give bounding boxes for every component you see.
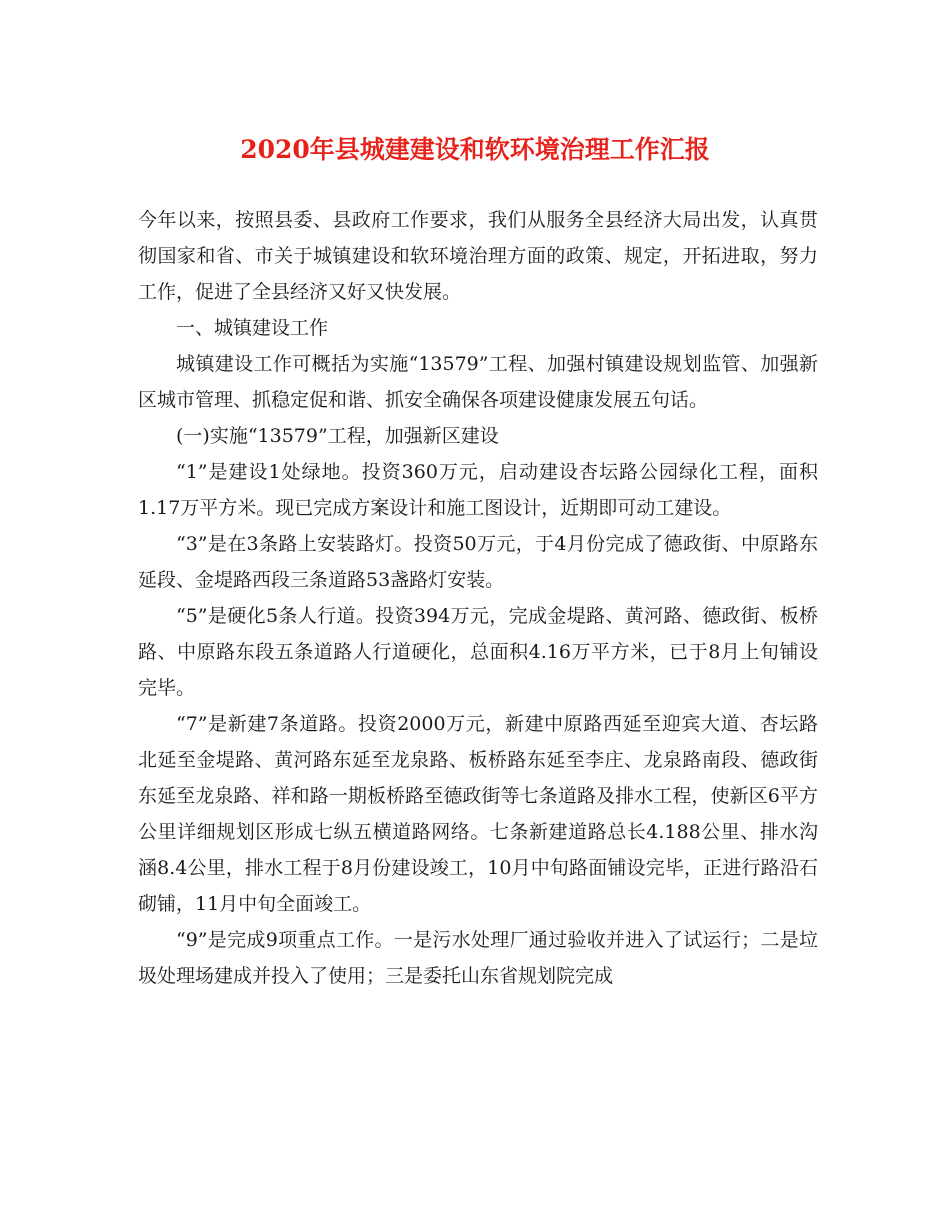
body-paragraph: “9”是完成9项重点工作。一是污水处理厂通过验收并进入了试运行；二是垃圾处理场建成并投入了使用；三是委托山东省规划院完成 [138, 929, 818, 987]
body-paragraph: “3”是在3条路上安装路灯。投资50万元，于4月份完成了德政街、中原路东延段、金堤路西段三条道路53盏路灯安装。 [138, 533, 818, 591]
body-paragraph: 城镇建设工作可概括为实施“13579”工程、加强村镇建设规划监管、加强新区城市管理、抓稳定促和谐、抓安全确保各项建设健康发展五句话。 [138, 353, 818, 411]
body-paragraph: 今年以来，按照县委、县政府工作要求，我们从服务全县经济大局出发，认真贯彻国家和省、市关于城镇建设和软环境治理方面的政策、规定，开拓进取，努力工作，促进了全县经济又好又快发展。 [138, 209, 818, 303]
body-paragraph: “7”是新建7条道路。投资2000万元，新建中原路西延至迎宾大道、杏坛路北延至金堤路、黄河路东延至龙泉路、板桥路东延至李庄、龙泉路南段、德政街东延至龙泉路、祥和路一期板桥路至德政街等七条道路及排水工程，使新区6平方公里详细规划区形成七纵五横道路网络。七条新建道路总长4.188公里、排水沟涵8.4公里，排水工程于8月份建设竣工，10月中旬路面铺设完毕，正进行路沿石砌铺，11月中旬全面竣工。 [138, 713, 818, 915]
body-paragraph: (一)实施“13579”工程，加强新区建设 [176, 425, 499, 447]
body-paragraph: “1”是建设1处绿地。投资360万元，启动建设杏坛路公园绿化工程，面积1.17万平方米。现已完成方案设计和施工图设计，近期即可动工建设。 [138, 461, 818, 519]
body-paragraph: “5”是硬化5条人行道。投资394万元，完成金堤路、黄河路、德政街、板桥路、中原路东段五条道路人行道硬化，总面积4.16万平方米，已于8月上旬铺设完毕。 [138, 605, 818, 699]
document-body [138, 202, 818, 994]
document-title: 2020年县城建建设和软环境治理工作汇报 [240, 135, 710, 164]
body-paragraph: 一、城镇建设工作 [176, 317, 329, 339]
